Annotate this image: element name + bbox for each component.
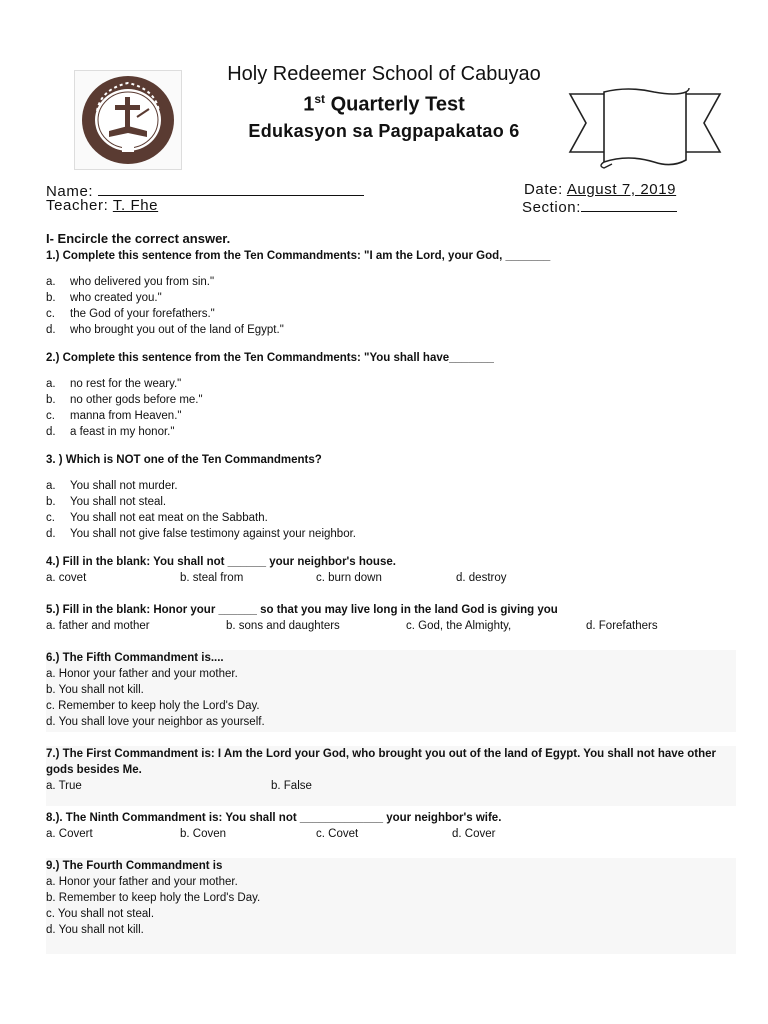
- options-list: [46, 376, 736, 440]
- question-text: 5.) Fill in the blank: Honor your ______ so that you may live long in the land God is giving you: [46, 604, 558, 616]
- option-a[interactable]: a. covet: [46, 572, 87, 584]
- question-text: 3. ) Which is NOT one of the Ten Commandments?: [46, 454, 322, 466]
- question-text: 6.) The Fifth Commandment is....: [46, 652, 224, 664]
- school-seal: [74, 70, 182, 170]
- option-d[interactable]: d. destroy: [456, 572, 507, 584]
- option-a[interactable]: a. father and mother: [46, 620, 150, 632]
- question-3: [46, 452, 736, 542]
- options-row: [46, 778, 736, 794]
- teacher-value: T. Fhe: [112, 197, 159, 214]
- question-text: 7.) The First Commandment is: I Am the Lord your God, who brought you out of the land of Egypt. You shall not have other gods besides Me.: [46, 748, 716, 776]
- option-a[interactable]: a. who delivered you from sin.": [46, 276, 215, 288]
- option-d[interactable]: d. You shall not give false testimony against your neighbor.: [46, 528, 356, 540]
- question-7: [46, 746, 736, 806]
- banner-scroll-icon: [568, 88, 722, 170]
- name-label: Name:: [46, 183, 94, 200]
- options-row: [46, 570, 736, 586]
- section-row: [522, 197, 677, 217]
- date-label: Date:: [524, 181, 563, 198]
- options-row: [46, 826, 736, 842]
- option-c[interactable]: c. burn down: [316, 572, 382, 584]
- test-title: 1st Quarterly Test: [303, 92, 465, 116]
- school-name: Holy Redeemer School of Cabuyao: [227, 63, 541, 85]
- question-text: 4.) Fill in the blank: You shall not ______ your neighbor's house.: [46, 556, 396, 568]
- option-c[interactable]: c. manna from Heaven.": [46, 410, 182, 422]
- question-text: 2.) Complete this sentence from the Ten Commandments: "You shall have_______: [46, 352, 494, 364]
- question-text: 9.) The Fourth Commandment is: [46, 860, 223, 872]
- section-label: Section:: [522, 199, 581, 216]
- option-b[interactable]: b. Coven: [180, 828, 227, 840]
- option-c[interactable]: c. Remember to keep holy the Lord's Day.: [46, 700, 260, 712]
- option-b[interactable]: b. You shall not steal.: [46, 496, 167, 508]
- option-d[interactable]: d. Forefathers: [586, 620, 658, 632]
- question-9: [46, 858, 736, 954]
- option-c[interactable]: c. the God of your forefathers.": [46, 308, 215, 320]
- option-a[interactable]: a. Honor your father and your mother.: [46, 668, 238, 680]
- option-a[interactable]: a. Covert: [46, 828, 93, 840]
- option-b[interactable]: b. no other gods before me.": [46, 394, 203, 406]
- date-value: August 7, 2019: [566, 181, 677, 198]
- teacher-label: Teacher:: [46, 197, 109, 214]
- option-b[interactable]: b. False: [271, 780, 312, 792]
- question-6: [46, 650, 736, 732]
- question-text: 1.) Complete this sentence from the Ten Commandments: "I am the Lord, your God, _______: [46, 250, 551, 262]
- options-row: [46, 618, 736, 634]
- option-b[interactable]: b. Remember to keep holy the Lord's Day.: [46, 892, 261, 904]
- question-1: [46, 248, 736, 338]
- option-d[interactable]: d. You shall love your neighbor as yourself.: [46, 716, 265, 728]
- teacher-row: [46, 197, 158, 215]
- school-seal-icon: [75, 71, 181, 169]
- option-b[interactable]: b. who created you.": [46, 292, 162, 304]
- option-a[interactable]: a. True: [46, 780, 82, 792]
- question-8: [46, 810, 736, 842]
- question-2: [46, 350, 736, 440]
- section-field[interactable]: [581, 197, 677, 212]
- option-d[interactable]: d. You shall not kill.: [46, 924, 144, 936]
- options-list: [46, 478, 736, 542]
- section-title: I- Encircle the correct answer.: [46, 231, 231, 246]
- option-b[interactable]: b. steal from: [180, 572, 244, 584]
- option-b[interactable]: b. sons and daughters: [226, 620, 340, 632]
- options-list: [46, 274, 736, 338]
- option-a[interactable]: a. Honor your father and your mother.: [46, 876, 238, 888]
- question-text: 8.). The Ninth Commandment is: You shall not _____________ your neighbor's wife.: [46, 812, 502, 824]
- option-d[interactable]: d. Cover: [452, 828, 496, 840]
- header: [180, 62, 588, 144]
- option-a[interactable]: a. no rest for the weary.": [46, 378, 182, 390]
- option-b[interactable]: b. You shall not kill.: [46, 684, 144, 696]
- option-c[interactable]: c. Covet: [316, 828, 359, 840]
- option-d[interactable]: d. who brought you out of the land of Egypt.": [46, 324, 284, 336]
- name-field[interactable]: [98, 181, 364, 196]
- option-c[interactable]: c. You shall not steal.: [46, 908, 155, 920]
- option-a[interactable]: a. You shall not murder.: [46, 480, 178, 492]
- option-d[interactable]: d. a feast in my honor.": [46, 426, 175, 438]
- option-c[interactable]: c. God, the Almighty,: [406, 620, 512, 632]
- question-4: [46, 554, 736, 586]
- question-5: [46, 602, 736, 634]
- subject-title: Edukasyon sa Pagpapakatao 6: [248, 120, 520, 141]
- option-c[interactable]: c. You shall not eat meat on the Sabbath.: [46, 512, 268, 524]
